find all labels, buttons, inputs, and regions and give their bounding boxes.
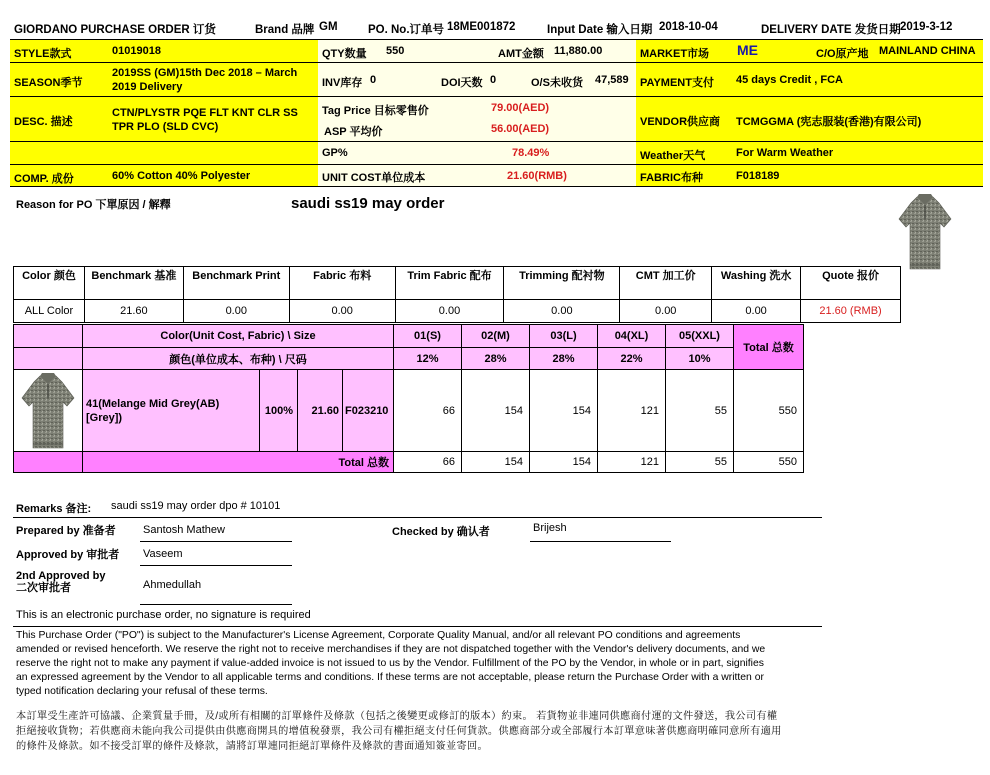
size-ratio: 12%: [394, 348, 462, 370]
qty-value: 550: [386, 45, 405, 57]
asp-value: 56.00(AED): [491, 123, 550, 135]
terms-chinese: [16, 709, 782, 754]
signature-line: [140, 541, 292, 542]
doi-label: DOI天数: [441, 77, 483, 89]
total-qty-cell: 66: [394, 452, 462, 473]
divider: [13, 626, 822, 627]
qty-cell: 66: [394, 370, 462, 452]
unit-cost-value: 21.60(RMB): [507, 170, 567, 182]
color-pct: 100%: [260, 370, 298, 452]
style-label: STYLE款式: [14, 48, 72, 60]
vendor-label: VENDOR供应商: [640, 116, 721, 128]
approved-value: Vaseem: [143, 548, 183, 560]
season-value-2: 2019 Delivery: [112, 81, 183, 93]
total-qty-cell: 121: [598, 452, 666, 473]
size-ratio: 22%: [598, 348, 666, 370]
fabric-label: FABRIC布种: [640, 172, 703, 184]
cost-header: Fabric 布料: [289, 267, 395, 300]
cost-breakdown-table: [13, 266, 901, 323]
total-label: Total 总数: [83, 452, 394, 473]
second-approved-label: [16, 570, 105, 594]
terms-line: amended or revised henceforth. We reserve the right not to receive merchandises if they are not dispatched together with the Vendor's delivery documents, and we: [16, 644, 766, 655]
cost-cell: 0.00: [712, 300, 801, 323]
comp-label: COMP. 成份: [14, 173, 74, 185]
cost-header: Benchmark Print: [183, 267, 289, 300]
prepared-value: Santosh Mathew: [143, 524, 225, 536]
signature-line: [140, 565, 292, 566]
qty-cell: 154: [462, 370, 530, 452]
color-swatch-cell: [14, 370, 83, 452]
terms-line: 本訂單受生產許可協議、企業質量手冊，及/或所有相關的訂單條件及條款（包括之後變更或修訂的版本）約束。 若貨物並非連同供應商付運的文件發送，我公司有權: [16, 711, 778, 722]
color-name-cell: [83, 370, 260, 452]
terms-line: reserve the right not to make any payment if value-added invoice is not issued to us by the Vendor. Fulfillment of the PO by the Vendor, in whole or in part, signifies: [16, 658, 764, 669]
fabric-value: F018189: [736, 170, 780, 182]
size-header-en: Color(Unit Cost, Fabric) \ Size: [83, 325, 394, 348]
size-header-cn: 颜色(单位成本、布种) \ 尺码: [83, 348, 394, 370]
po-info-grid: [10, 39, 983, 187]
os-value: 47,589: [595, 74, 629, 86]
style-value: 01019018: [112, 45, 161, 57]
cost-header: Color 颜色: [14, 267, 85, 300]
brand-value: GM: [319, 21, 338, 33]
signature-line: [530, 541, 671, 542]
terms-line: This Purchase Order ("PO") is subject to the Manufacturer's License Agreement, Corporate Quality Manual, and/or all relevant PO conditions and agreements: [16, 630, 741, 641]
po-value: 18ME001872: [447, 21, 516, 33]
delivery-date-label: DELIVERY DATE 发货日期: [761, 24, 901, 36]
inv-label: INV库存: [322, 77, 363, 89]
cost-cell: 0.00: [620, 300, 712, 323]
desc-value-2: TPR PLO (SLD CVC): [112, 121, 219, 133]
total-qty-cell: 154: [462, 452, 530, 473]
amt-label: AMT金额: [498, 48, 544, 60]
cost-cell: 0.00: [504, 300, 620, 323]
input-date-label: Input Date 输入日期: [547, 24, 653, 36]
total-qty-cell: 55: [666, 452, 734, 473]
po-label: PO. No.订单号: [368, 24, 445, 36]
vendor-value: TCMGGMA (宪志服装(香港)有限公司): [736, 116, 922, 128]
co-value: MAINLAND CHINA: [879, 45, 976, 57]
qty-label: QTY数量: [322, 48, 367, 60]
qty-cell: 55: [666, 370, 734, 452]
cost-cell: ALL Color: [14, 300, 85, 323]
electronic-note: This is an electronic purchase order, no signature is required: [16, 609, 311, 621]
unit-cost-label: UNIT COST单位成本: [322, 172, 426, 184]
cost-cell: 0.00: [183, 300, 289, 323]
cost-cell: 0.00: [395, 300, 504, 323]
size-ratio: 28%: [462, 348, 530, 370]
total-qty-cell: 154: [530, 452, 598, 473]
gp-label: GP%: [322, 147, 348, 159]
quote-cell: 21.60 (RMB): [801, 300, 901, 323]
color-cost: 21.60: [298, 370, 343, 452]
terms-line: 拒絕接收貨物；若供應商未能向我公司提供由供應商開具的增值稅發票，我公司有權拒絕支付任何貨款。供應商部分或全部履行本訂單意味著供應商明確同意所有適用: [16, 726, 782, 737]
po-title: GIORDANO PURCHASE ORDER 订货: [14, 24, 216, 36]
asp-label: ASP 平均价: [324, 126, 383, 138]
weather-label: Weather天气: [640, 150, 706, 162]
product-image: [898, 193, 952, 271]
terms-line: an expressed agreement by the Vendor to all applicable terms and conditions. If these terms are not acceptable, please return the Purchase Order with a written or: [16, 672, 764, 683]
remarks-value: saudi ss19 may order dpo # 10101: [111, 500, 281, 512]
terms-english: [16, 629, 765, 699]
reason-value: saudi ss19 may order: [291, 195, 445, 212]
size-header: 04(XL): [598, 325, 666, 348]
color-swatch-image: [21, 372, 75, 450]
doi-value: 0: [490, 74, 497, 86]
color-fabric: F023210: [343, 370, 394, 452]
terms-line: typed notification declaring your refusal of these terms.: [16, 686, 268, 697]
cost-header: Washing 洗水: [712, 267, 801, 300]
brand-label: Brand 品牌: [255, 24, 315, 36]
qty-cell: 154: [530, 370, 598, 452]
total-header: Total 总数: [734, 325, 804, 370]
grand-total-cell: 550: [734, 452, 804, 473]
size-header: 05(XXL): [666, 325, 734, 348]
checked-value: Brijesh: [533, 522, 567, 534]
size-header: 01(S): [394, 325, 462, 348]
input-date-value: 2018-10-04: [659, 21, 718, 33]
divider: [13, 517, 822, 518]
os-label: O/S未收货: [531, 77, 583, 89]
tag-price-label: Tag Price 目标零售价: [322, 105, 429, 117]
checked-label: Checked by 确认者: [392, 526, 490, 538]
color-name-1: 41(Melange Mid Grey(AB): [86, 397, 220, 410]
cost-header: CMT 加工价: [620, 267, 712, 300]
cost-cell: 21.60: [84, 300, 183, 323]
size-quantity-table: [13, 324, 804, 473]
season-label: SEASON季节: [14, 77, 83, 89]
size-ratio: 10%: [666, 348, 734, 370]
market-value: ME: [737, 42, 758, 58]
second-approved-label-en: 2nd Approved by: [16, 570, 106, 582]
market-label: MARKET市场: [640, 48, 710, 60]
inv-value: 0: [370, 74, 377, 86]
qty-cell: 121: [598, 370, 666, 452]
payment-label: PAYMENT支付: [640, 77, 714, 89]
signature-line: [140, 604, 292, 605]
desc-value-1: CTN/PLYSTR PQE FLT KNT CLR SS: [112, 107, 298, 119]
season-value-1: 2019SS (GM)15th Dec 2018 – March: [112, 67, 298, 79]
amt-value: 11,880.00: [554, 45, 603, 57]
payment-value: 45 days Credit , FCA: [736, 74, 843, 86]
cost-cell: 0.00: [289, 300, 395, 323]
cost-header: Quote 报价: [801, 267, 901, 300]
second-approved-label-cn: 二次审批者: [16, 582, 71, 594]
tag-price-value: 79.00(AED): [491, 102, 550, 114]
qty-total-cell: 550: [734, 370, 804, 452]
cost-header: Benchmark 基准: [84, 267, 183, 300]
size-header: 03(L): [530, 325, 598, 348]
delivery-date-value: 2019-3-12: [900, 21, 953, 33]
prepared-label: Prepared by 准备者: [16, 525, 116, 537]
co-label: C/O原产地: [816, 48, 869, 60]
approved-label: Approved by 审批者: [16, 549, 120, 561]
second-approved-value: Ahmedullah: [143, 579, 202, 591]
size-ratio: 28%: [530, 348, 598, 370]
size-header: 02(M): [462, 325, 530, 348]
comp-value: 60% Cotton 40% Polyester: [112, 170, 251, 182]
gp-value: 78.49%: [512, 147, 550, 159]
terms-line: 的條件及條款。如不接受訂單的條件及條款，請將訂單連同拒絕訂單條件及條款的書面通知簽並寄回。: [16, 741, 488, 752]
color-name-2: [Grey]): [86, 411, 123, 424]
desc-label: DESC. 描述: [14, 116, 73, 128]
cost-header: Trim Fabric 配布: [395, 267, 504, 300]
reason-label: Reason for PO 下單原因 / 解釋: [16, 199, 171, 211]
remarks-label: Remarks 备注:: [16, 503, 92, 515]
cost-header: Trimming 配衬物: [504, 267, 620, 300]
weather-value: For Warm Weather: [736, 147, 834, 159]
